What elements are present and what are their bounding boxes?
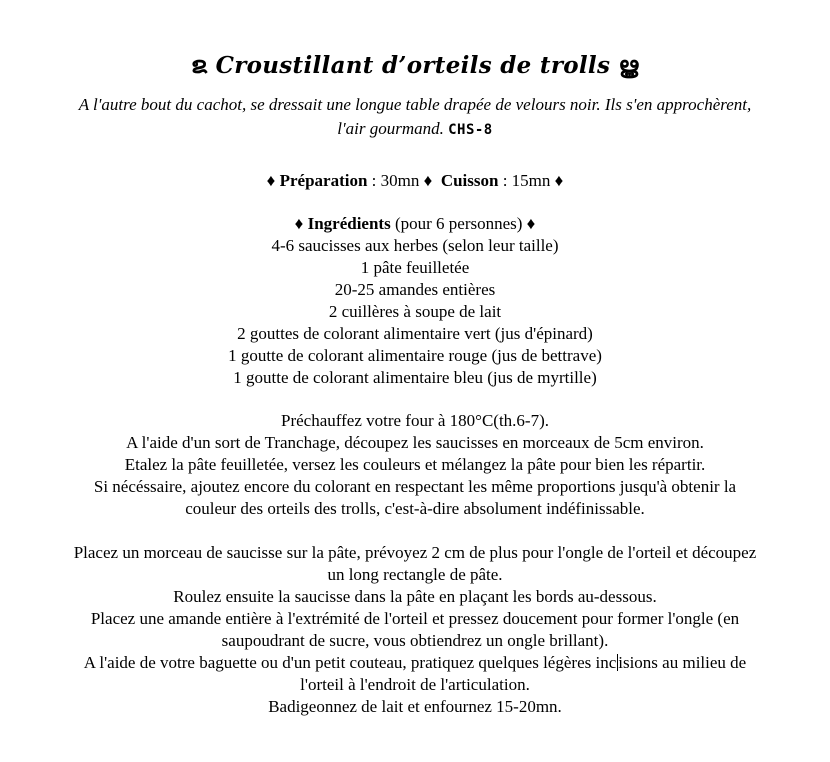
step-line: Placez un morceau de saucisse sur la pâte, prévoyez 2 cm de plus pour l'ongle de l'orteil et découpez — [73, 543, 757, 562]
step-line-part: isions au milieu de — [618, 653, 747, 672]
timing-line — [0, 170, 830, 192]
diamond-icon: ♦ — [554, 171, 564, 190]
ingredient-item: 1 goutte de colorant alimentaire rouge (jus de bettrave) — [228, 346, 602, 365]
diamond-icon: ♦ — [294, 214, 304, 233]
ingredient-item: 1 pâte feuilletée — [360, 258, 470, 277]
step-line: Roulez ensuite la saucisse dans la pâte en plaçant les bords au-dessous. — [173, 587, 657, 606]
step-line: couleur des orteils des trolls, c'est-à-dire absolument indéfinissable. — [185, 499, 645, 518]
step-line: Si nécéssaire, ajoutez encore du colorant en respectant les même proportions jusqu'à obtenir la — [93, 477, 737, 496]
recipe-title — [0, 52, 830, 79]
step-line: Etalez la pâte feuilletée, versez les couleurs et mélangez la pâte pour bien les répartir. — [124, 455, 706, 474]
prep-label: Préparation — [279, 171, 368, 190]
ingredients-label: Ingrédients — [307, 214, 391, 233]
ingredient-item: 1 goutte de colorant alimentaire bleu (jus de myrtille) — [233, 368, 597, 387]
chapter-reference: CHS-8 — [448, 122, 493, 138]
step-line: Placez une amande entière à l'extrémité de l'orteil et pressez doucement pour former l'ongle (en — [90, 609, 740, 628]
step-line: Préchauffez votre four à 180°C(th.6-7). — [281, 411, 549, 430]
prep-value: : 30mn — [371, 171, 420, 190]
step-line-with-caret[interactable] — [0, 652, 830, 674]
paragraph-gap — [0, 520, 830, 542]
diamond-icon: ♦ — [423, 171, 433, 190]
instructions — [0, 410, 830, 718]
intro-quote — [0, 93, 830, 142]
intro-line-2-text: l'air gourmand. — [337, 119, 444, 138]
ingredients-heading — [0, 213, 830, 235]
ingredient-item: 4-6 saucisses aux herbes (selon leur taille) — [271, 236, 559, 255]
step-line: saupoudrant de sucre, vous obtiendrez un ongle brillant). — [221, 631, 609, 650]
diamond-icon: ♦ — [526, 214, 536, 233]
step-line-part: A l'aide de votre baguette ou d'un petit couteau, pratiquez quelques légères inc — [83, 653, 617, 672]
step-line: l'orteil à l'endroit de l'articulation. — [300, 675, 530, 694]
ornament-left-icon: ຂ — [191, 52, 208, 79]
ingredient-item: 2 cuillères à soupe de lait — [328, 302, 502, 321]
ingredient-item: 20-25 amandes entières — [334, 280, 496, 299]
diamond-icon: ♦ — [266, 171, 276, 190]
step-line: un long rectangle de pâte. — [327, 565, 503, 584]
step-line: A l'aide d'un sort de Tranchage, découpez les saucisses en morceaux de 5cm environ. — [126, 433, 704, 452]
ingredient-item: 2 gouttes de colorant alimentaire vert (jus d'épinard) — [237, 324, 593, 343]
cook-value: : 15mn — [502, 171, 551, 190]
servings-text: (pour 6 personnes) — [394, 214, 523, 233]
ornament-right-icon: ൠ — [618, 52, 639, 79]
intro-line-2 — [0, 117, 830, 142]
intro-line-1: A l'autre bout du cachot, se dressait une longue table drapée de velours noir. Ils s'en approchèrent, — [78, 95, 752, 114]
ingredients-list — [0, 235, 830, 389]
cook-label: Cuisson — [440, 171, 499, 190]
step-line: Badigeonnez de lait et enfournez 15-20mn. — [268, 697, 562, 716]
recipe-title-text: Croustillant d’orteils de trolls — [215, 52, 611, 79]
